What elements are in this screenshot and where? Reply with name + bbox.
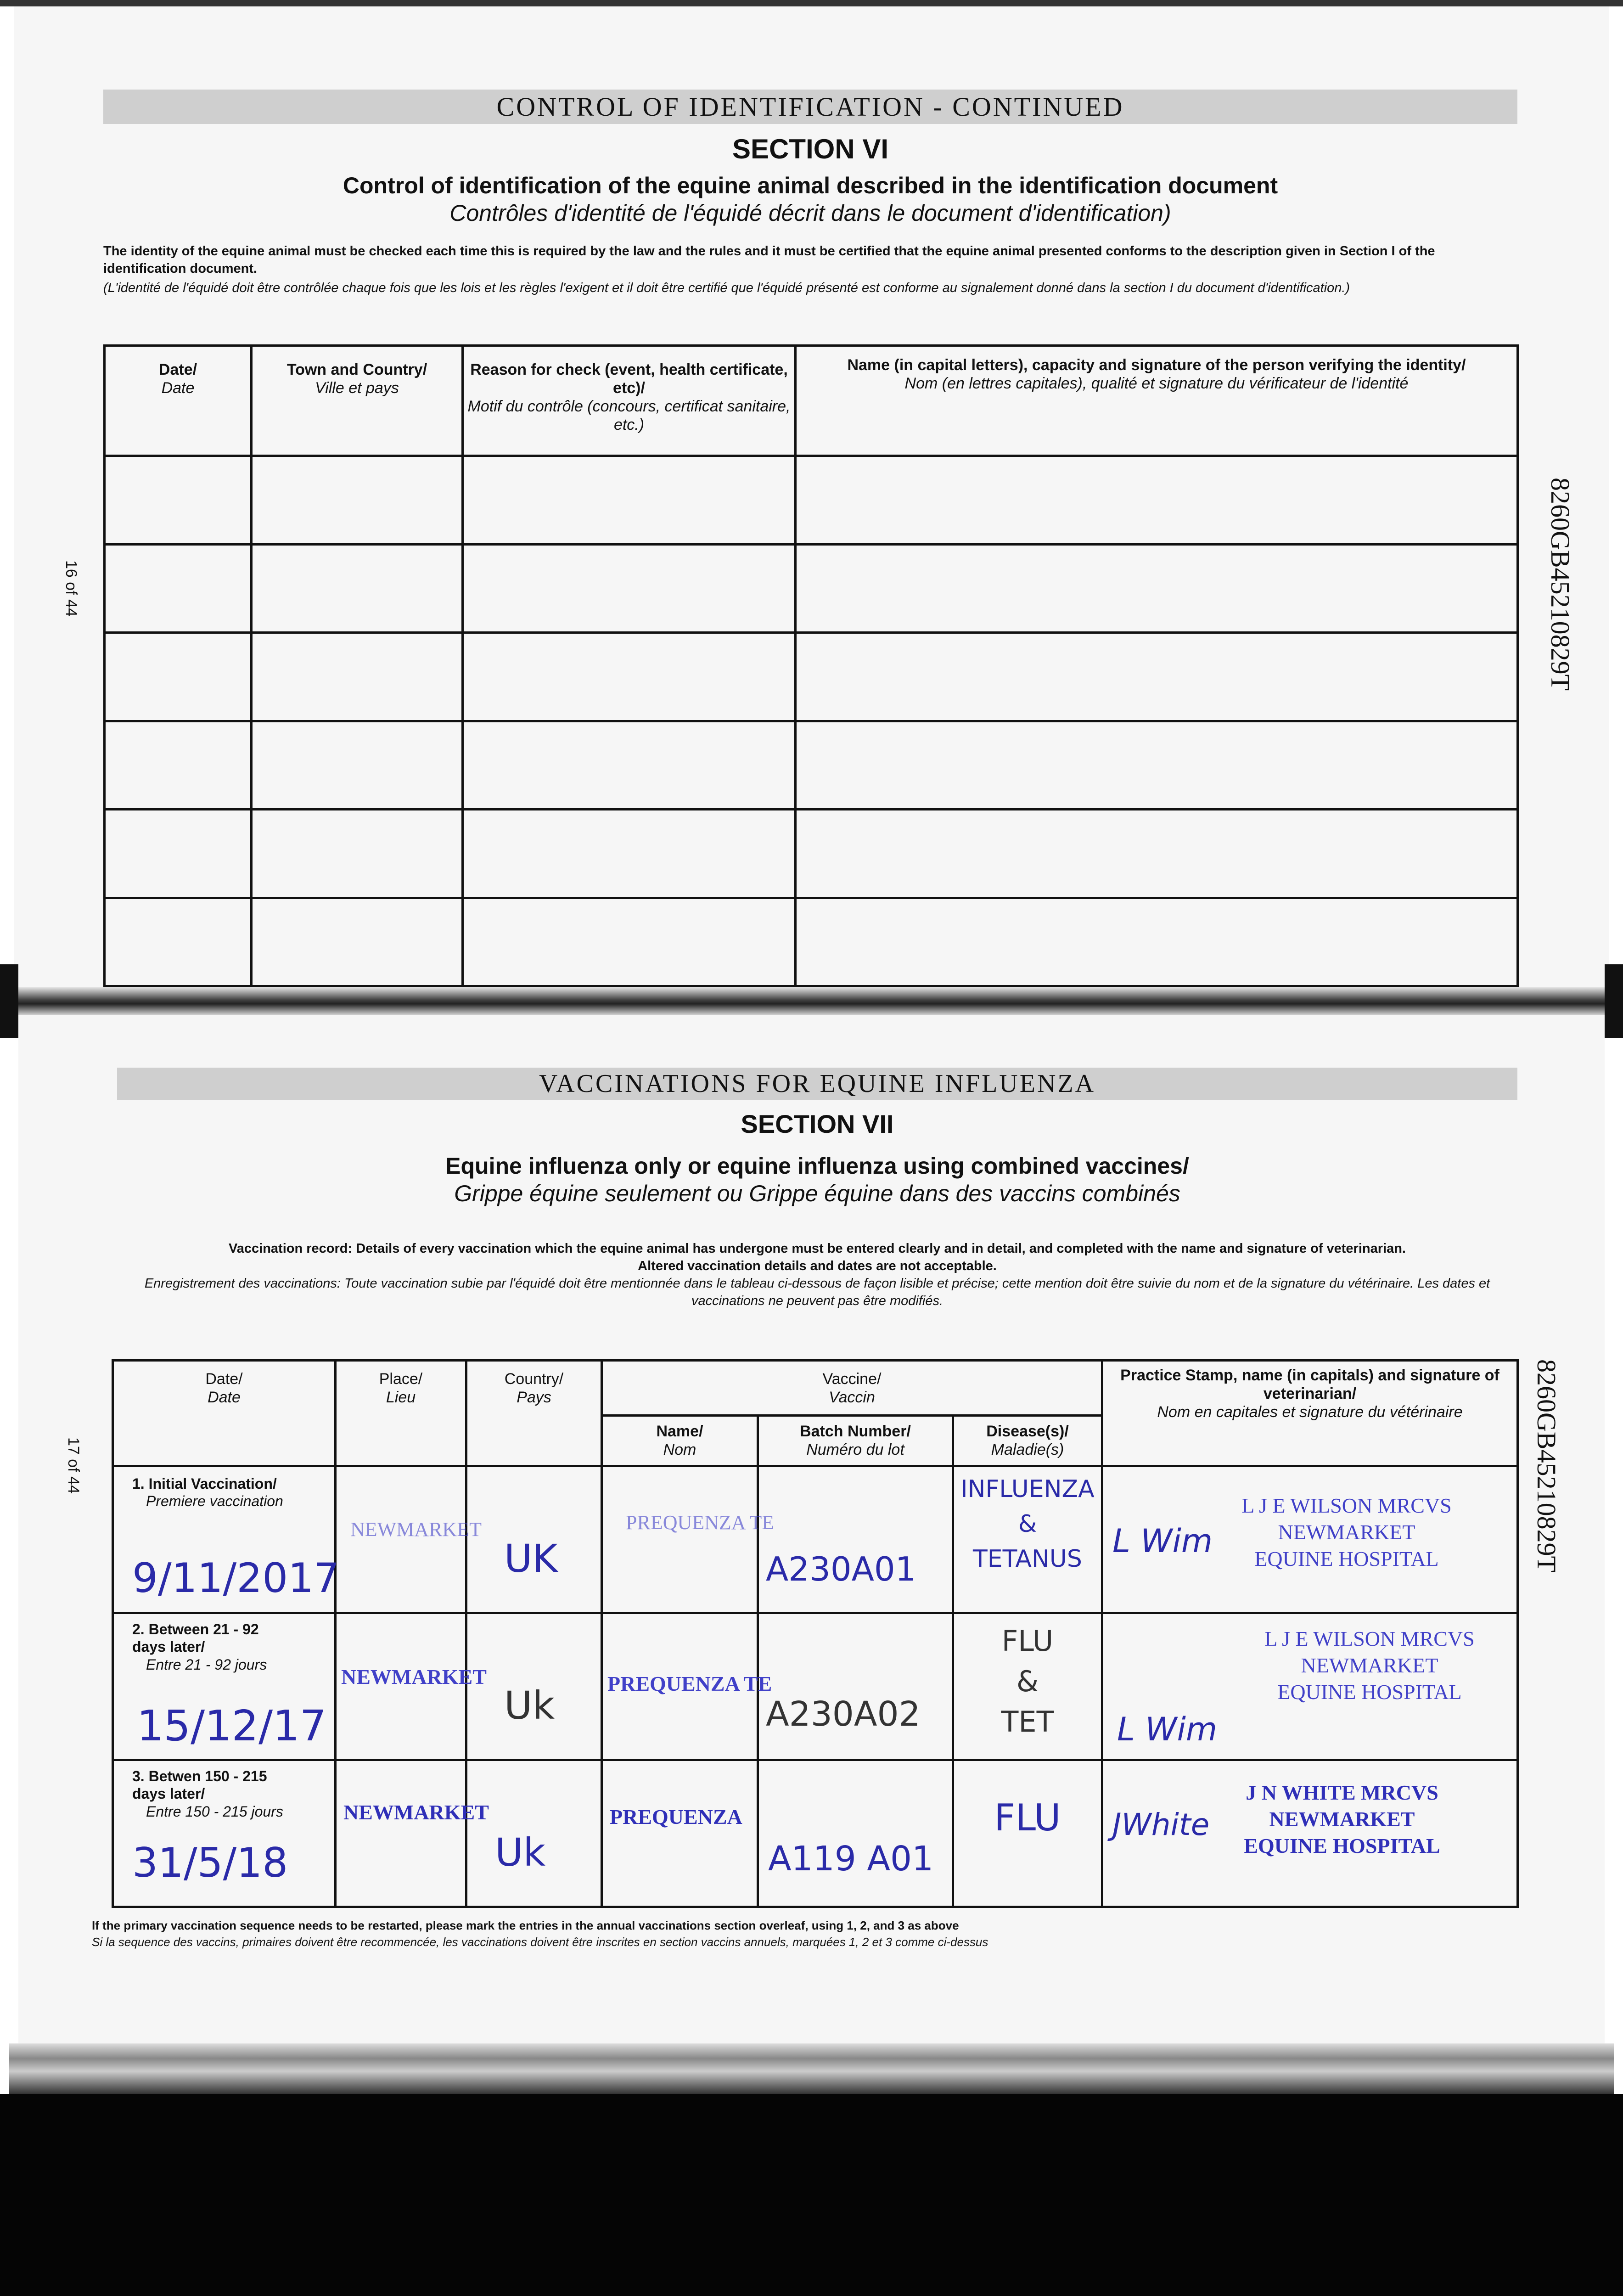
col-stamp-header: Practice Stamp, name (in capitals) and signature of veterinarian/ Nom en capitales et signature du vétérinaire [1102,1361,1518,1466]
town-cell[interactable] [252,810,463,898]
section-vi-note: The identity of the equine animal must be checked each time this is required by the law and the rules and it must be certified that the equine animal presented conforms to the description given in Section I of the identification document. [103,244,1435,276]
stamp-cell[interactable] [1102,1613,1518,1760]
place-stamp: NEWMARKET [343,1801,489,1824]
section-vii-title: Equine influenza only or equine influenza using combined vaccines/ [445,1153,1189,1179]
disease-text: FLU & TET [1001,1624,1054,1739]
date-cell[interactable] [105,456,252,545]
verifier-cell[interactable] [796,633,1518,721]
vaccination-table [112,1359,1519,1908]
table-row [105,898,1518,986]
table-row [113,1760,1518,1907]
batch-cell[interactable] [758,1760,953,1907]
date-cell[interactable] [105,544,252,633]
vaccine-name-stamp: PREQUENZA TE [607,1672,772,1695]
town-cell[interactable] [252,544,463,633]
country-value: Uk [504,1683,555,1728]
section-vi-banner: CONTROL OF IDENTIFICATION - CONTINUED [103,90,1517,124]
scan-right-shadow [1605,964,1623,1038]
row-label: 1. Initial Vaccination/ [132,1475,277,1492]
record-note-2: Altered vaccination details and dates are not acceptable. [638,1259,997,1273]
row-label-fr: Premiere vaccination [146,1493,283,1509]
batch-number: A119 A01 [768,1839,934,1879]
vaccine-name-cell[interactable] [602,1760,758,1907]
date-cell[interactable] [113,1760,336,1907]
disease-cell[interactable] [953,1613,1102,1760]
date-cell[interactable] [105,898,252,986]
country-value: UK [504,1536,558,1581]
table-row [105,456,1518,545]
table-row [105,810,1518,898]
vaccination-date: 15/12/17 [137,1701,327,1750]
date-cell[interactable] [113,1466,340,1613]
practice-stamp: L J E WILSON MRCVS NEWMARKET EQUINE HOSPITAL [1241,1494,1452,1570]
date-cell[interactable] [113,1613,336,1760]
col-verifier-header: Name (in capital letters), capacity and signature of the person verifying the identity/ Nom (en lettres capitales), qualité et signature du vérificateur de l'identité [796,346,1518,456]
record-note-fr: Enregistrement des vaccinations: Toute vaccination subie par l'équidé doit être mentionnée dans le tableau ci-dessous de façon lisible et précise; cette mention doit être suivie du nom et de la signature du vétérinaire. Les dates et vaccinations ne peuvent pas être modifiés. [144,1276,1490,1308]
practice-stamp: J N WHITE MRCVS NEWMARKET EQUINE HOSPITAL [1244,1781,1440,1857]
vaccine-name-cell[interactable] [602,1466,775,1613]
table-row [105,721,1518,810]
vaccine-name-stamp: PREQUENZA [610,1805,742,1829]
disease-cell[interactable] [953,1760,1102,1907]
place-cell[interactable] [336,1466,482,1613]
col-date-header: Date/ Date [105,346,252,456]
col-place-header: Place/ Lieu [336,1361,466,1466]
disease-text: INFLUENZA & TETANUS [960,1475,1095,1573]
reason-cell[interactable] [463,721,796,810]
place-stamp: NEWMARKET [350,1518,482,1541]
row-label: 2. Between 21 - 92 days later/ [132,1621,259,1655]
col-town-header: Town and Country/ Ville et pays [252,346,463,456]
place-cell[interactable] [336,1760,489,1907]
disease-cell[interactable] [953,1466,1102,1613]
page-number-17: 17 of 44 [65,1437,82,1494]
col-batch-header: Batch Number/ Numéro du lot [758,1416,953,1466]
restart-note-fr: Si la sequence des vaccins, primaires doivent être recommencée, les vaccinations doivent être inscrites en section vaccins annuels, marquées 1, 2 et 3 comme ci-dessus [92,1935,988,1949]
row-label: 3. Betwen 150 - 215 days later/ [132,1768,267,1802]
book-binding [14,987,1609,1015]
country-value: Uk [495,1830,546,1875]
scan-top-edge [0,0,1623,6]
vaccine-name-cell[interactable] [602,1613,772,1760]
verifier-cell[interactable] [796,898,1518,986]
country-cell[interactable] [466,1466,602,1613]
row-label-fr: Entre 150 - 215 jours [146,1803,283,1820]
disease-text: FLU [994,1796,1061,1839]
reason-cell[interactable] [463,456,796,545]
town-cell[interactable] [252,898,463,986]
table-row [113,1466,1518,1613]
verifier-cell[interactable] [796,721,1518,810]
record-label: Vaccination record: [229,1241,353,1256]
reason-cell[interactable] [463,810,796,898]
date-cell[interactable] [105,721,252,810]
reason-cell[interactable] [463,544,796,633]
book-bottom-edge [9,2043,1614,2094]
row-label-fr: Entre 21 - 92 jours [146,1656,267,1673]
vet-signature: L Wim [1112,1522,1213,1560]
identity-check-table [103,344,1519,987]
verifier-cell[interactable] [796,456,1518,545]
stamp-cell[interactable] [1102,1466,1518,1613]
place-stamp: NEWMARKET [341,1665,487,1688]
document-id-bottom: 8260GB45210829T [1532,1359,1561,1572]
country-cell[interactable] [466,1760,602,1907]
col-country-header: Country/ Pays [466,1361,602,1466]
col-reason-header: Reason for check (event, health certificate, etc)/ Motif du contrôle (concours, certificat sanitaire, etc.) [463,346,796,456]
country-cell[interactable] [466,1613,602,1760]
col-vaccine-name-header: Name/ Nom [602,1416,758,1466]
vet-signature: JWhite [1112,1807,1210,1842]
verifier-cell[interactable] [796,544,1518,633]
place-cell[interactable] [336,1613,487,1760]
table-row [105,544,1518,633]
col-disease-header: Disease(s)/ Maladie(s) [953,1416,1102,1466]
vaccination-date: 9/11/2017 [132,1554,340,1602]
vaccination-record-note [117,1240,1517,1310]
date-cell[interactable] [105,633,252,721]
verifier-cell[interactable] [796,810,1518,898]
section-vi-title: Control of identification of the equine animal described in the identification document [343,173,1278,198]
batch-cell[interactable] [758,1613,953,1760]
town-cell[interactable] [252,721,463,810]
table-row [113,1613,1518,1760]
record-note: Details of every vaccination which the equine animal has undergone must be entered clearly and in detail, and completed with the name and signature of veterinarian. [356,1241,1406,1256]
table-row [105,633,1518,721]
document-id-top: 8260GB45210829T [1545,478,1575,691]
section-vi-note-fr: (L'identité de l'équidé doit être contrôlée chaque fois que les lois et les règles l'exigent et il doit être certifié que l'équidé présenté est conforme au signalement donné dans la section I du document d'identification.) [103,281,1350,295]
col-vaccine-header: Vaccine/ Vaccin [602,1361,1102,1416]
scan-left-shadow [0,964,18,1038]
practice-stamp: L J E WILSON MRCVS NEWMARKET EQUINE HOSPITAL [1264,1627,1475,1704]
section-vii-heading: SECTION VII [741,1109,894,1138]
section-vii-title-fr: Grippe équine seulement ou Grippe équine dans des vaccins combinés [454,1181,1180,1206]
town-cell[interactable] [252,633,463,721]
vaccination-date: 31/5/18 [132,1839,288,1886]
section-vi-title-fr: Contrôles d'identité de l'équidé décrit dans le document d'identification) [449,200,1171,226]
restart-note: If the primary vaccination sequence needs to be restarted, please mark the entries in the annual vaccinations section overleaf, using 1, 2, and 3 as above [92,1919,959,1932]
batch-cell[interactable] [758,1466,953,1613]
section-vi-heading: SECTION VI [732,134,889,164]
vaccine-name-stamp: PREQUENZA TE [626,1511,775,1534]
section-vii-banner: VACCINATIONS FOR EQUINE INFLUENZA [117,1068,1517,1100]
vet-signature: L Wim [1117,1711,1218,1748]
scan-background [0,2094,1623,2296]
batch-number: A230A02 [766,1694,921,1734]
date-cell[interactable] [105,810,252,898]
town-cell[interactable] [252,456,463,545]
col-date-header: Date/ Date [113,1361,336,1466]
reason-cell[interactable] [463,898,796,986]
reason-cell[interactable] [463,633,796,721]
batch-number: A230A01 [766,1550,916,1588]
page-number-16: 16 of 44 [62,560,80,617]
stamp-cell[interactable] [1102,1760,1518,1907]
